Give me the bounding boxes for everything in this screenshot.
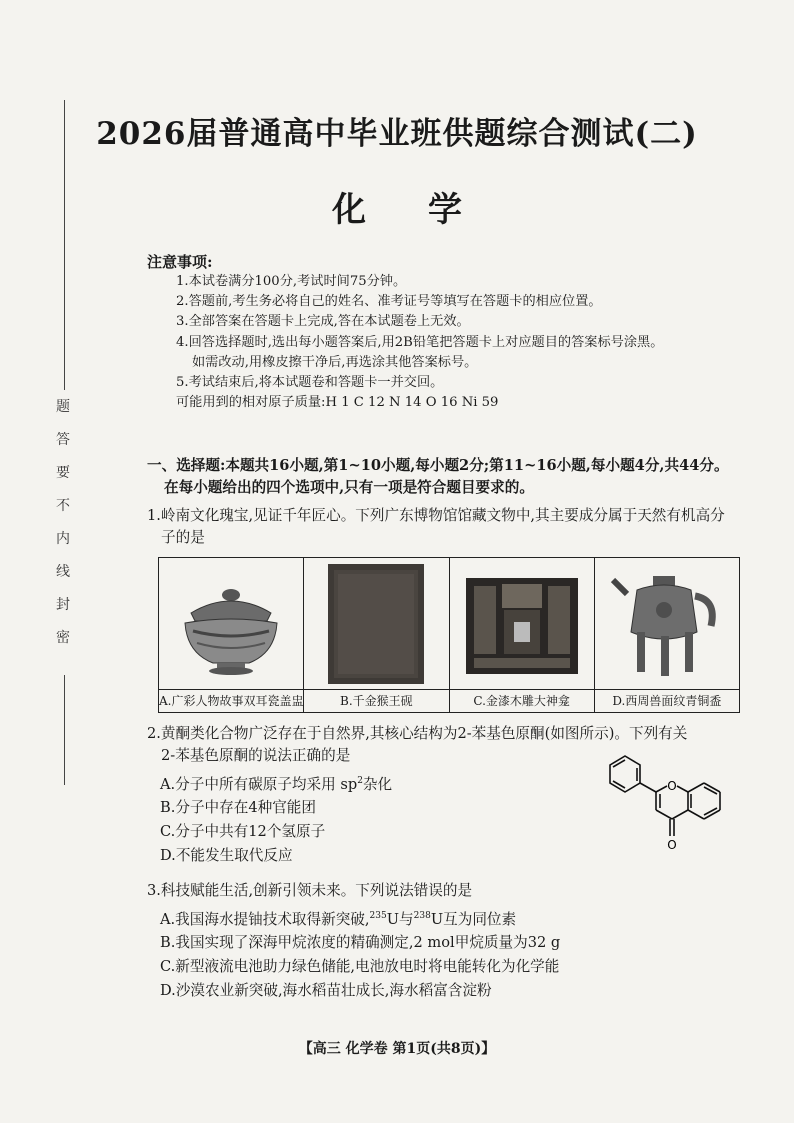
ring-oxygen-label: O bbox=[667, 779, 677, 793]
carbonyl-oxygen-label: O bbox=[667, 838, 677, 852]
q2-stem-line: 2.黄酮类化合物广泛存在于自然界,其核心结构为2-苯基色原酮(如图所示)。下列有关 bbox=[147, 725, 688, 742]
q2-option-a[interactable]: A.分子中所有碳原子均采用 $sp^2$杂化 bbox=[160, 775, 393, 793]
q1-option-a-label: A.广彩人物故事双耳瓷盖盅 bbox=[159, 689, 303, 712]
q3-option-a[interactable]: A.我国海水提铀技术取得新突破,$^{235}$U与$^{238}$U互为同位素 bbox=[160, 910, 517, 928]
subject-title: 化学 bbox=[332, 190, 524, 230]
q2-options bbox=[160, 770, 392, 867]
section-line: 在每小题给出的四个选项中,只有一项是符合题目要求的。 bbox=[164, 479, 534, 496]
binding-margin-text bbox=[52, 396, 74, 660]
q2-option-b[interactable]: B.分子中存在4种官能团 bbox=[160, 799, 316, 817]
q3-options bbox=[160, 905, 560, 1002]
bronze-vessel-image bbox=[607, 570, 727, 682]
section-1-header bbox=[147, 455, 729, 499]
note-item: 2.答题前,考生务必将自己的姓名、准考证号等填写在答题卡的相应位置。 bbox=[176, 294, 602, 310]
q1-option-c[interactable] bbox=[450, 558, 595, 712]
q3-stem: 3.科技赋能生活,创新引领未来。下列说法错误的是 bbox=[147, 882, 473, 899]
q1-option-a[interactable] bbox=[159, 558, 304, 712]
notes-heading: 注意事项: bbox=[147, 253, 213, 271]
q1-option-b[interactable] bbox=[304, 558, 449, 712]
margin-char: 答 bbox=[56, 432, 70, 448]
inkstone-image bbox=[324, 562, 428, 686]
q2-stem-line: 2-苯基色原酮的说法正确的是 bbox=[161, 747, 351, 764]
q1-stem-line: 1.岭南文化瑰宝,见证千年匠心。下列广东博物馆馆藏文物中,其主要成分属于天然有机高分 bbox=[147, 507, 725, 524]
q3-option-b[interactable]: B.我国实现了深海甲烷浓度的精确测定,2 mol甲烷质量为32 g bbox=[160, 934, 561, 952]
q1-option-b-label: B.千金猴王砚 bbox=[304, 689, 448, 712]
wood-shrine-image bbox=[464, 576, 580, 676]
notes-list bbox=[176, 272, 663, 413]
page-footer: 【高三 化学卷 第1页(共8页)】 bbox=[298, 1041, 496, 1057]
margin-char: 线 bbox=[56, 564, 70, 580]
q1-stem bbox=[147, 505, 725, 549]
margin-char: 题 bbox=[56, 399, 70, 415]
note-item: 4.回答选择题时,选出每小题答案后,用2B铅笔把答题卡上对应题目的答案标号涂黑。 bbox=[176, 334, 664, 350]
margin-char: 内 bbox=[56, 531, 70, 547]
exam-title: 2026届普通高中毕业班供题综合测试(二) bbox=[96, 116, 698, 152]
q1-option-d-label: D.西周兽面纹青铜盉 bbox=[595, 689, 739, 712]
atomic-masses: 可能用到的相对原子质量:H 1 C 12 N 14 O 16 Ni 59 bbox=[176, 395, 499, 411]
margin-char: 密 bbox=[56, 630, 70, 646]
q3-option-d[interactable]: D.沙漠农业新突破,海水稻苗壮成长,海水稻富含淀粉 bbox=[160, 981, 492, 999]
q2-option-c[interactable]: C.分子中共有12个氢原子 bbox=[160, 823, 326, 841]
q1-option-d[interactable] bbox=[595, 558, 739, 712]
q1-option-c-label: C.金漆木雕大神龛 bbox=[450, 689, 594, 712]
q2-option-d[interactable]: D.不能发生取代反应 bbox=[160, 846, 293, 864]
flavone-structure-diagram bbox=[590, 748, 750, 868]
porcelain-bowl-image bbox=[171, 571, 291, 681]
margin-char: 封 bbox=[56, 597, 70, 613]
note-item: 5.考试结束后,将本试题卷和答题卡一并交回。 bbox=[176, 375, 444, 391]
margin-line-bottom bbox=[64, 675, 65, 785]
note-item: 3.全部答案在答题卡上完成,答在本试题卷上无效。 bbox=[176, 314, 470, 330]
margin-char: 要 bbox=[56, 465, 70, 481]
margin-char: 不 bbox=[56, 498, 70, 514]
note-item: 1.本试卷满分100分,考试时间75分钟。 bbox=[176, 274, 407, 289]
q3-option-c[interactable]: C.新型液流电池助力绿色储能,电池放电时将电能转化为化学能 bbox=[160, 958, 560, 976]
q1-stem-line: 子的是 bbox=[161, 529, 205, 546]
q1-options-table bbox=[158, 557, 740, 713]
note-item: 如需改动,用橡皮擦干净后,再选涂其他答案标号。 bbox=[192, 354, 478, 370]
section-line: 一、选择题:本题共16小题,第1~10小题,每小题2分;第11~16小题,每小题4分,共44分。 bbox=[147, 457, 729, 474]
